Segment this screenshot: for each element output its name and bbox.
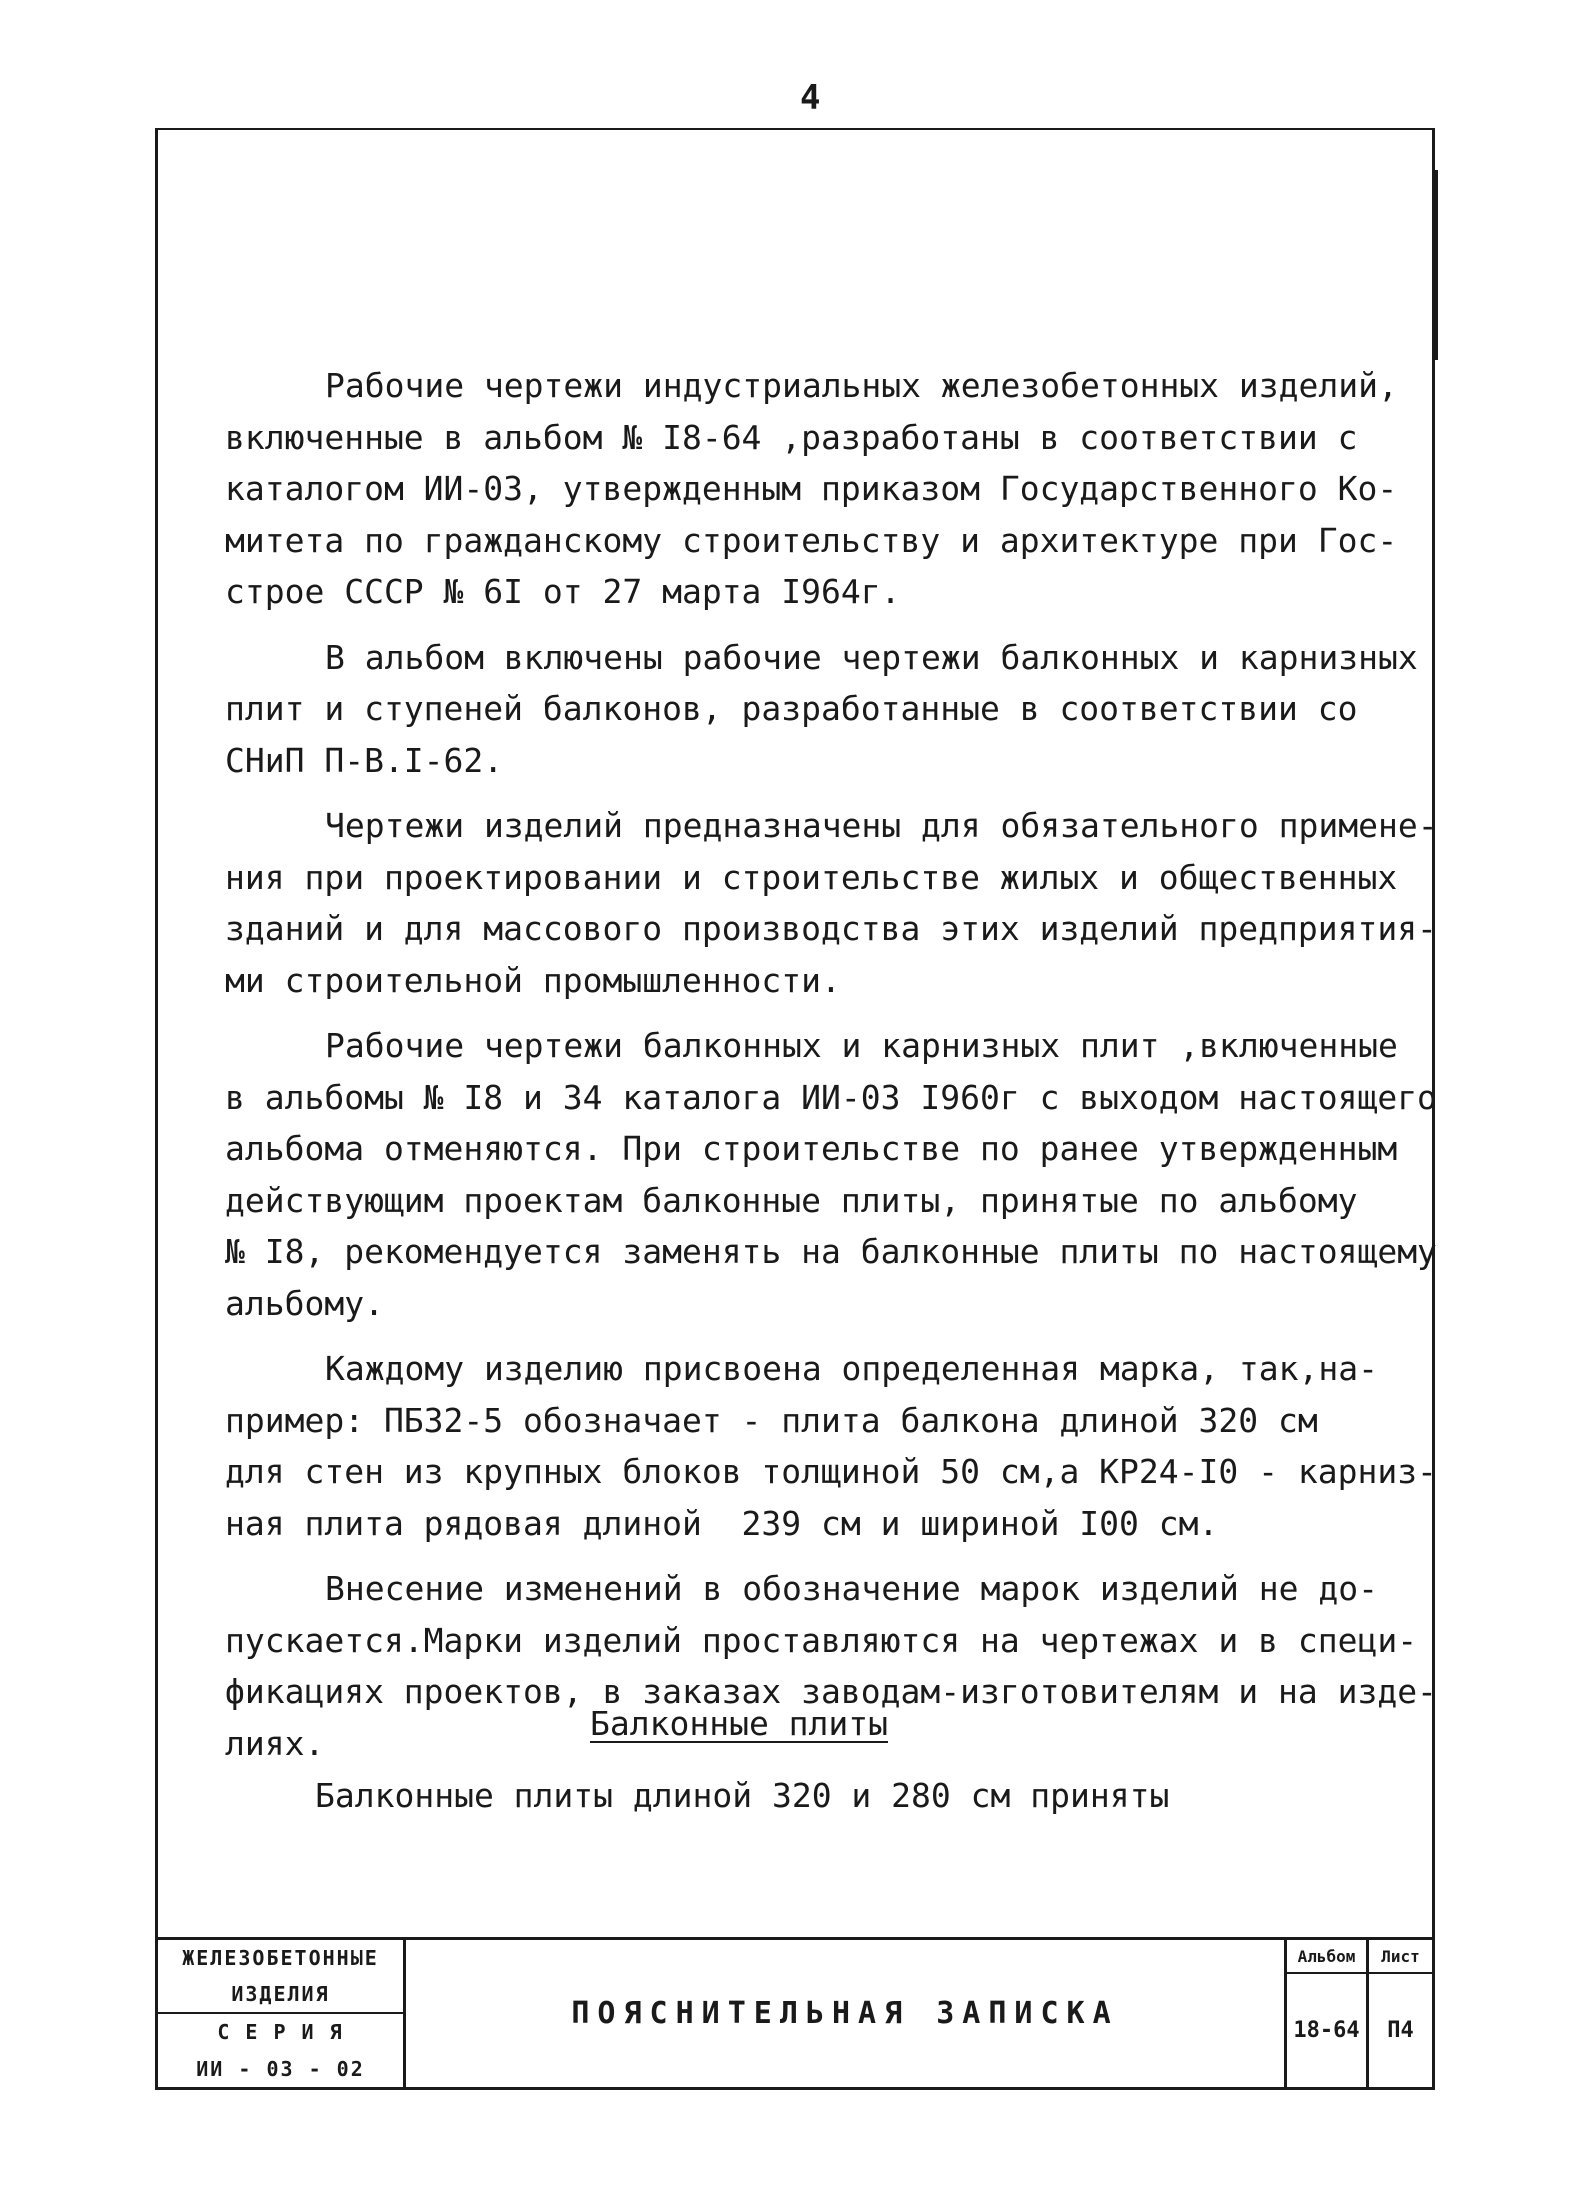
text-line: каталогом ИИ-03, утвержденным приказом Государственного Ко- bbox=[225, 469, 1398, 508]
album-label: Альбом bbox=[1287, 1940, 1366, 1974]
title-block-series bbox=[158, 1940, 406, 2087]
text-line: лиях. bbox=[225, 1723, 325, 1763]
frame-edge-mark bbox=[1434, 170, 1438, 360]
text-line: пускается.Марки изделий проставляются на чертежах и в специ- bbox=[225, 1620, 1418, 1660]
body-text bbox=[225, 360, 1438, 1783]
text-line: митета по гражданскому строительству и архитектуре при Гос- bbox=[225, 520, 1398, 560]
paragraph bbox=[225, 800, 1438, 1006]
text-line: Чертежи изделий предназначены для обязательного примене- bbox=[325, 806, 1438, 845]
text-line: пример: ПБ32-5 обозначает - плита балкона длиной 320 см bbox=[225, 1400, 1318, 1440]
sheet-column bbox=[1369, 1940, 1432, 2087]
text-line: альбома отменяются. При строительстве по ранее утвержденным bbox=[225, 1129, 1398, 1168]
title-block-refs bbox=[1284, 1940, 1432, 2087]
series-line-1: ЖЕЛЕЗОБЕТОННЫЕ bbox=[182, 1946, 379, 1971]
text-line: действующим проектам балконные плиты, принятые по альбому bbox=[225, 1180, 1358, 1220]
text-line: Внесение изменений в обозначение марок изделий не до- bbox=[325, 1569, 1378, 1608]
sheet-value: П4 bbox=[1387, 2018, 1414, 2043]
text-line: фикациях проектов, в заказах заводам-изготовителям и на изде- bbox=[225, 1672, 1437, 1711]
album-column bbox=[1287, 1940, 1369, 2087]
text-line: № I8, рекомендуется заменять на балконные плиты по настоящему bbox=[225, 1232, 1437, 1271]
text-line: плит и ступеней балконов, разработанные в соответствии со bbox=[225, 689, 1358, 728]
series-line-4: ИИ - 03 - 02 bbox=[196, 2056, 365, 2081]
text-line: СНиП П-В.I-62. bbox=[225, 740, 504, 780]
text-line: в альбомы № I8 и 34 каталога ИИ-03 I960г с выходом настоящего bbox=[225, 1077, 1437, 1117]
paragraph bbox=[225, 632, 1425, 787]
text-line: для стен из крупных блоков толщиной 50 см,а КР24-I0 - карниз- bbox=[225, 1452, 1437, 1491]
series-line-3: С Е Р И Я bbox=[217, 2019, 344, 2044]
text-line: В альбом включены рабочие чертежи балконных и карнизных bbox=[325, 637, 1418, 677]
text-line: Рабочие чертежи балконных и карнизных плит ,включенные bbox=[325, 1026, 1398, 1065]
title-block-title: ПОЯСНИТЕЛЬНАЯ ЗАПИСКА bbox=[571, 1996, 1119, 2031]
paragraph bbox=[225, 360, 1425, 618]
paragraph bbox=[225, 1343, 1437, 1549]
text-line: строе СССР № 6I от 27 марта I964г. bbox=[225, 572, 901, 611]
text-line: включенные в альбом № I8-64 ,разработаны в соответствии с bbox=[225, 417, 1358, 457]
text-line: ния при проектировании и строительстве жилых и общественных bbox=[225, 857, 1398, 897]
title-block bbox=[158, 1937, 1432, 2087]
section-heading: Балконные плиты bbox=[590, 1704, 889, 1743]
text-line: ми строительной промышленности. bbox=[225, 960, 841, 1000]
text-line: Каждому изделию присвоена определенная марка, так,на- bbox=[325, 1349, 1378, 1388]
text-line: зданий и для массового производства этих изделий предприятия- bbox=[225, 909, 1437, 948]
text-line: Балконные плиты длиной 320 и 280 см приняты bbox=[315, 1776, 1170, 1815]
paragraph bbox=[225, 1020, 1437, 1329]
page-number: 4 bbox=[800, 78, 821, 118]
series-line-2: ИЗДЕЛИЯ bbox=[158, 1977, 403, 2014]
text-line: Рабочие чертежи индустриальных железобетонных изделий, bbox=[325, 366, 1398, 405]
text-line: альбому. bbox=[225, 1283, 384, 1323]
album-value: 18-64 bbox=[1293, 2018, 1360, 2043]
text-line: ная плита рядовая длиной 239 см и шириной I00 см. bbox=[225, 1503, 1219, 1543]
sheet-label: Лист bbox=[1369, 1940, 1432, 1974]
